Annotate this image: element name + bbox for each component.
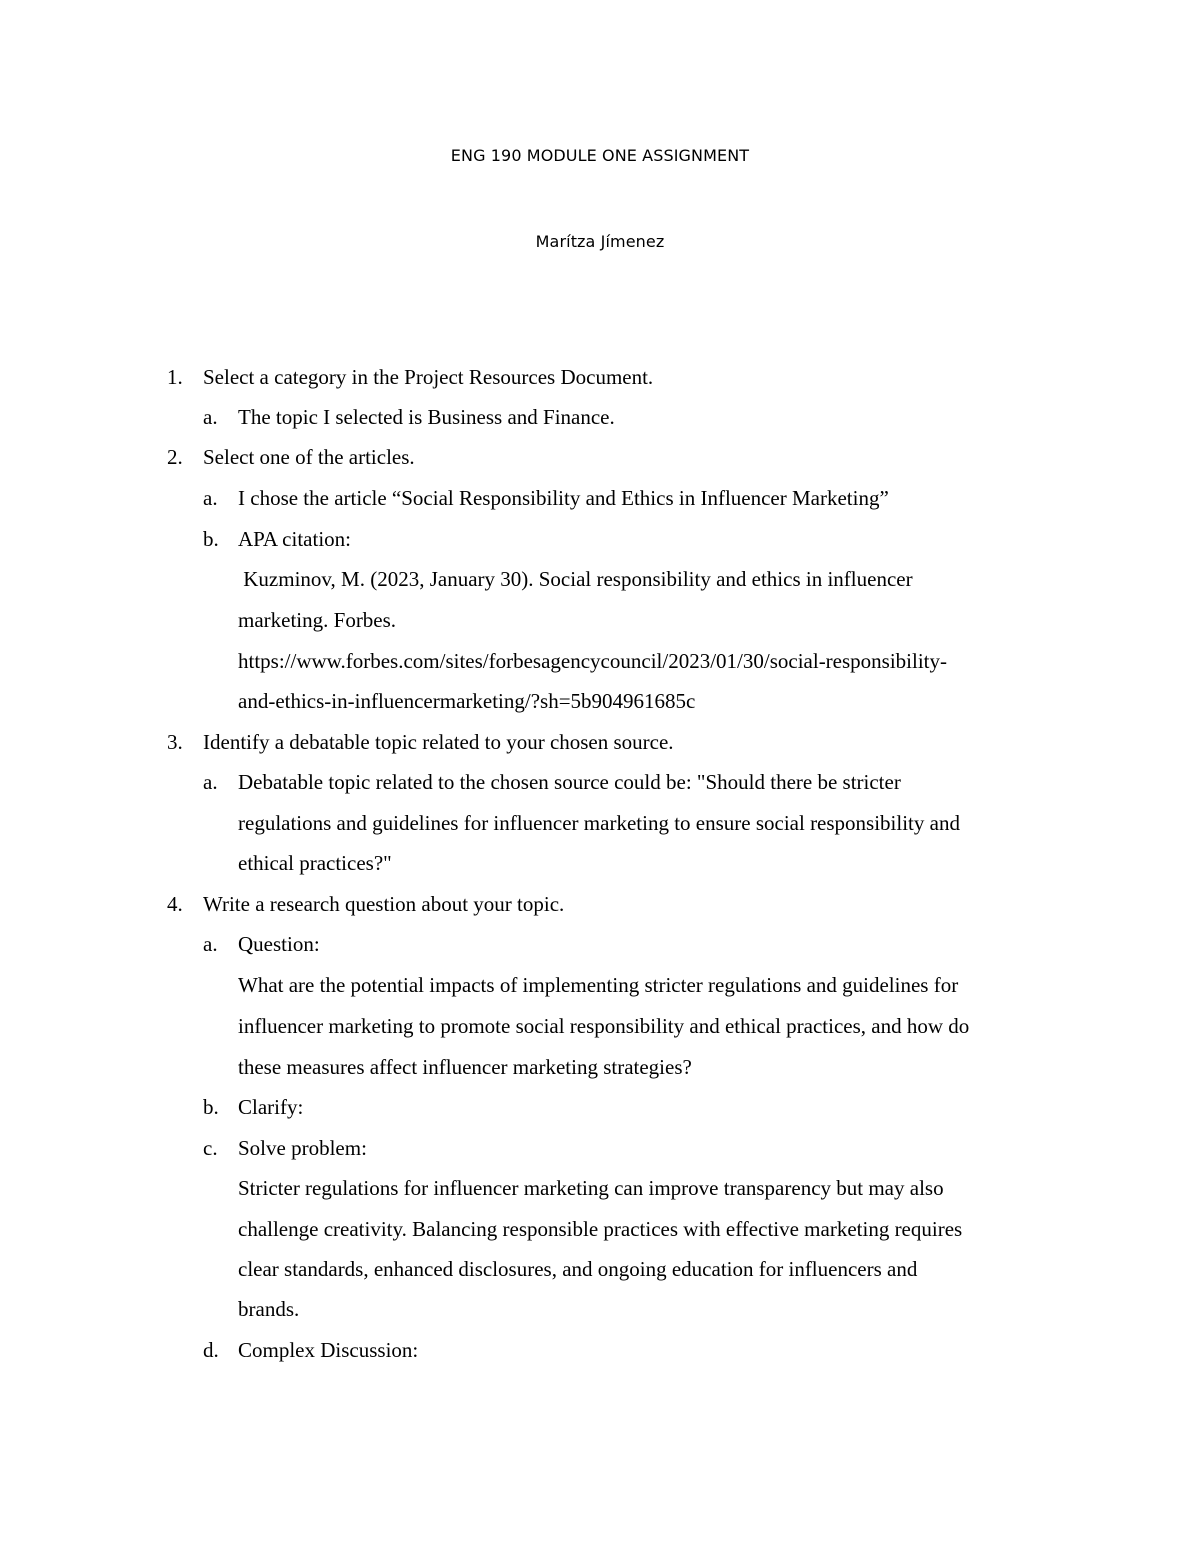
solution-line: brands. [238,1297,300,1321]
research-question-line: influencer marketing to promote social responsibility and ethical practices, and how do [238,1014,970,1038]
research-question-line: these measures affect influencer marketing strategies? [238,1055,692,1079]
list-item-text: Identify a debatable topic related to your chosen source. [203,730,674,754]
solution-line: clear standards, enhanced disclosures, and ongoing education for influencers and [238,1257,918,1281]
list-item-number: 2. [167,445,183,469]
list-item-text: Write a research question about your topic. [203,892,565,916]
sub-item-text: I chose the article “Social Responsibility and Ethics in Influencer Marketing” [238,486,889,510]
solution-line: Stricter regulations for influencer marketing can improve transparency but may also [238,1176,944,1200]
sub-item-letter: a. [203,770,218,794]
sub-item-text: Debatable topic related to the chosen source could be: "Should there be stricter [238,770,901,794]
citation-line: Kuzminov, M. (2023, January 30). Social responsibility and ethics in influencer [238,567,913,591]
list-item-number: 1. [167,365,183,389]
list-item-number: 4. [167,892,183,916]
sub-item-text: The topic I selected is Business and Finance. [238,405,615,429]
list-item-text: Select a category in the Project Resources Document. [203,365,654,389]
sub-item-letter: c. [203,1136,218,1160]
research-question-line: What are the potential impacts of implementing stricter regulations and guidelines for [238,973,959,997]
sub-item-letter: a. [203,932,218,956]
sub-item-letter: b. [203,527,219,551]
citation-url-line: https://www.forbes.com/sites/forbesagencycouncil/2023/01/30/social-responsibility- [238,649,948,673]
sub-item-letter: a. [203,486,218,510]
citation-url-line: and-ethics-in-influencermarketing/?sh=5b904961685c [238,689,696,713]
sub-item-letter: a. [203,405,218,429]
document-title: ENG 190 MODULE ONE ASSIGNMENT [450,146,750,165]
citation-line: marketing. Forbes. [238,608,397,632]
sub-item-text: Solve problem: [238,1136,367,1160]
sub-item-letter: d. [203,1338,219,1362]
sub-item-text: regulations and guidelines for influencer marketing to ensure social responsibility and [238,811,960,835]
solution-line: challenge creativity. Balancing responsible practices with effective marketing requires [238,1217,963,1241]
sub-item-letter: b. [203,1095,219,1119]
list-item-text: Select one of the articles. [203,445,415,469]
sub-item-text: Complex Discussion: [238,1338,419,1362]
sub-item-text: Question: [238,932,320,956]
author-name: Marítza Jímenez [535,232,665,251]
sub-item-text: Clarify: [238,1095,304,1119]
sub-item-text: APA citation: [238,527,351,551]
list-item-number: 3. [167,730,183,754]
sub-item-text: ethical practices?" [238,851,392,875]
